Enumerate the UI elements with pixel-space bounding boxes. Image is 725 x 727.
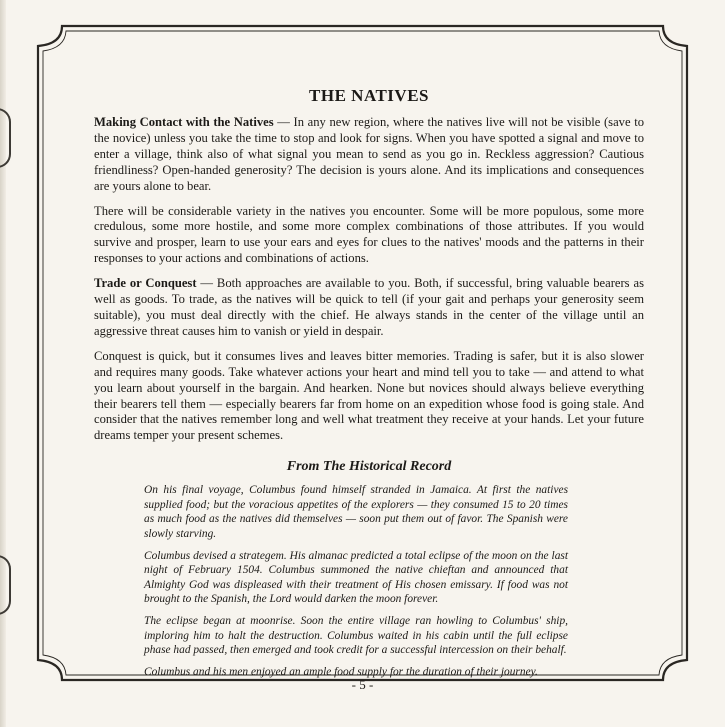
paragraph-variety: [94, 204, 644, 268]
page-title: THE NATIVES: [309, 86, 429, 105]
historical-paragraph: The eclipse began at moonrise. Soon the entire village ran howling to Columbus' ship, imploring him to halt the destruction. Columbus waited in his cabin until the full eclipse phase had passed, then emerged and took credit for a successful intercession on their behalf.: [144, 614, 568, 657]
paragraph-text: — In any new region, where the natives live will not be visible (save to the novice) unless you take the time to stop and look for signs. When you have spotted a signal and move to enter a village, think also of what signal you mean to send as you go in. Reckless aggression? Cautious friendliness? Open-handed generosity? The decision is yours alone. And its implications and consequences are yours alone to bear.: [94, 115, 644, 193]
paragraph-text: There will be considerable variety in the natives you encounter. Some will be more populous, some more credulous, some more hostile, and some more complex combinations of those attributes. If you would survive and prosper, learn to use your ears and eyes for clues to the natives' moods and the patterns in their responses to your actions and combinations of actions.: [94, 203, 644, 266]
historical-record-block: [144, 483, 568, 679]
page-number: - 5 -: [351, 677, 374, 692]
paragraph-lead: Trade or Conquest: [94, 276, 197, 291]
paragraph-text: Conquest is quick, but it consumes lives and leaves bitter memories. Trading is safer, but it is also slower and requires many goods. Take whatever actions your heart and mind tell you to take — and attend to what you learn about yourself in the bargain. And hearken. None but novices should always believe everything their bearers tell them — especially bearers far from home on an expedition whose food is going stale. And consider that the natives remember long and well what treatment they receive at your hands. Let your future dreams temper your present schemes.: [94, 348, 644, 443]
historical-paragraph: Columbus and his men enjoyed an ample food supply for the duration of their journey.: [144, 665, 538, 678]
page-content: [94, 86, 644, 686]
historical-paragraph: On his final voyage, Columbus found himself stranded in Jamaica. At first the natives supplied food; but the voracious appetites of the explorers — they consumed 15 to 20 times as much food as the natives did themselves — soon put them out of favor. The Spanish were slowly starving.: [144, 484, 568, 540]
paragraph-conquest: [94, 349, 644, 444]
paragraph-lead: Making Contact with the Natives: [94, 115, 274, 129]
historical-paragraph: Columbus devised a strategem. His almanac predicted a total eclipse of the moon on the last night of February 1504. Columbus summoned the native chieftan and announced that Almighty God was displeased with their treatment of His chosen emissary. If food was not brought to the Spanish, the Lord would darken the moon forever.: [144, 549, 568, 606]
historical-record-title: From The Historical Record: [286, 459, 452, 475]
paragraph-making-contact: [94, 115, 644, 195]
paragraph-text: — Both approaches are available to you. Both, if successful, bring valuable bearers as well as goods. To trade, as the natives will be quick to tell (if your gait and perhaps your generosity seem suitable), you must deal directly with the chief. He always stands in the center of the village until an aggressive threat causes him to vanish or yield in despair.: [94, 276, 644, 338]
paragraph-trade-or-conquest: [94, 276, 644, 340]
